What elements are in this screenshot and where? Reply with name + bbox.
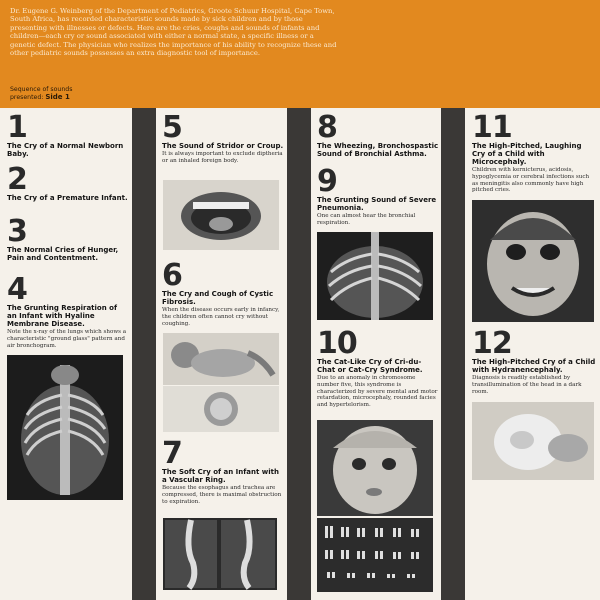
sound-item-7 [162,436,284,505]
item-description: One can almost hear the bronchial respiration. [317,213,416,226]
item-description: Children with kernicterus, acidosis, hypoglycemia or cerebral infections such as meningitis also commonly have high pitched cries. [472,167,590,194]
esophagus-xray-image [163,518,277,590]
sound-item-6 [162,258,284,327]
sound-item-11 [472,110,596,194]
item-description: Note the x-ray of the lungs which shows a characteristic "ground glass" pattern and air bronchogram. [7,329,127,349]
sound-item-4 [7,272,129,349]
header-banner [0,0,600,108]
divider-band [287,108,311,600]
chest-xray-image [7,355,123,500]
item-number: 7 [162,436,182,471]
item-title: The High-Pitched, Laughing Cry of a Child with Microcephaly. [472,142,582,166]
sequence-label: Sequence of sounds presented: Side 1 [10,86,73,101]
intro-paragraph: Dr. Eugene G. Weinberg of the Department of Pediatrics, Groote Schuur Hospital, Cape Town, South Africa, has recorded characteristic sounds made by sick children and by those presenting with illnesses or defects. Here are the cries, coughs and sounds of infants and children—each cry or sound associated with either a normal state, a specific illness or a genetic defect. The physician who realizes the importance of his ability to recognize these and other pediatric sounds possesses an extra diagnostic tool of importance. [10,7,337,58]
divider-band [441,108,465,600]
item-title: The Cry of a Normal Newborn Baby. [7,142,124,158]
side-label: Side 1 [45,92,70,101]
item-number: 4 [7,272,27,307]
item-number: 12 [472,326,512,361]
item-number: 2 [7,162,27,197]
item-number: 10 [317,326,357,361]
child-face-photo [472,200,594,322]
item-number: 1 [7,110,27,145]
sound-item-3 [7,214,129,262]
transillumination-photo [472,402,594,480]
sound-item-5 [162,110,284,165]
divider-band [132,108,156,600]
item-number: 8 [317,110,337,145]
sound-item-12 [472,326,596,395]
item-title: The High-Pitched Cry of a Child with Hydranencephaly. [472,358,596,374]
item-number: 6 [162,258,182,293]
infant-photo [163,333,279,385]
item-title: The Grunting Respiration of an Infant with Hyaline Membrane Disease. [7,304,118,328]
item-number: 3 [7,214,27,249]
sound-item-8 [317,110,439,158]
item-description: Because the esophagus and trachea are compressed, there is maximal obstruction to expiration. [162,485,282,505]
item-title: The Cry of a Premature Infant. [7,194,128,202]
baby-face-photo [317,420,433,516]
item-title: The Normal Cries of Hunger, Pain and Contentment. [7,246,119,262]
sound-item-1 [7,110,129,158]
chromosome-karyotype-image [317,518,433,592]
item-number: 9 [317,164,337,199]
item-title: The Cat-Like Cry of Cri-du-Chat or Cat-Cry Syndrome. [317,358,423,374]
sound-item-2 [7,162,129,202]
item-description: When the disease occurs early in infancy, the children often cannot cry without coughing. [162,307,280,327]
sound-item-9 [317,164,439,227]
item-title: The Wheezing, Bronchospastic Sound of Bronchial Asthma. [317,142,439,158]
item-description: Diagnosis is readily established by transillumination of the head in a dark room. [472,375,582,395]
pneumonia-xray-image [317,232,433,320]
item-number: 11 [472,110,512,145]
item-title: The Grunting Sound of Severe Pneumonia. [317,196,437,212]
item-title: The Soft Cry of an Infant with a Vascular Ring. [162,468,279,484]
open-mouth-image [163,180,279,250]
item-number: 5 [162,110,182,145]
item-description: It is always important to exclude diptheria or an inhaled foreign body. [162,151,283,164]
sweat-test-image [163,386,279,432]
item-title: The Cry and Cough of Cystic Fibrosis. [162,290,274,306]
sound-item-10 [317,326,439,409]
item-title: The Sound of Stridor or Croup. [162,142,284,150]
item-description: Due to an anomaly in chromosome number five, this syndrome is characterized by severe mental and motor retardation, microcephaly, rounded facies and hypertelorism. [317,375,438,409]
